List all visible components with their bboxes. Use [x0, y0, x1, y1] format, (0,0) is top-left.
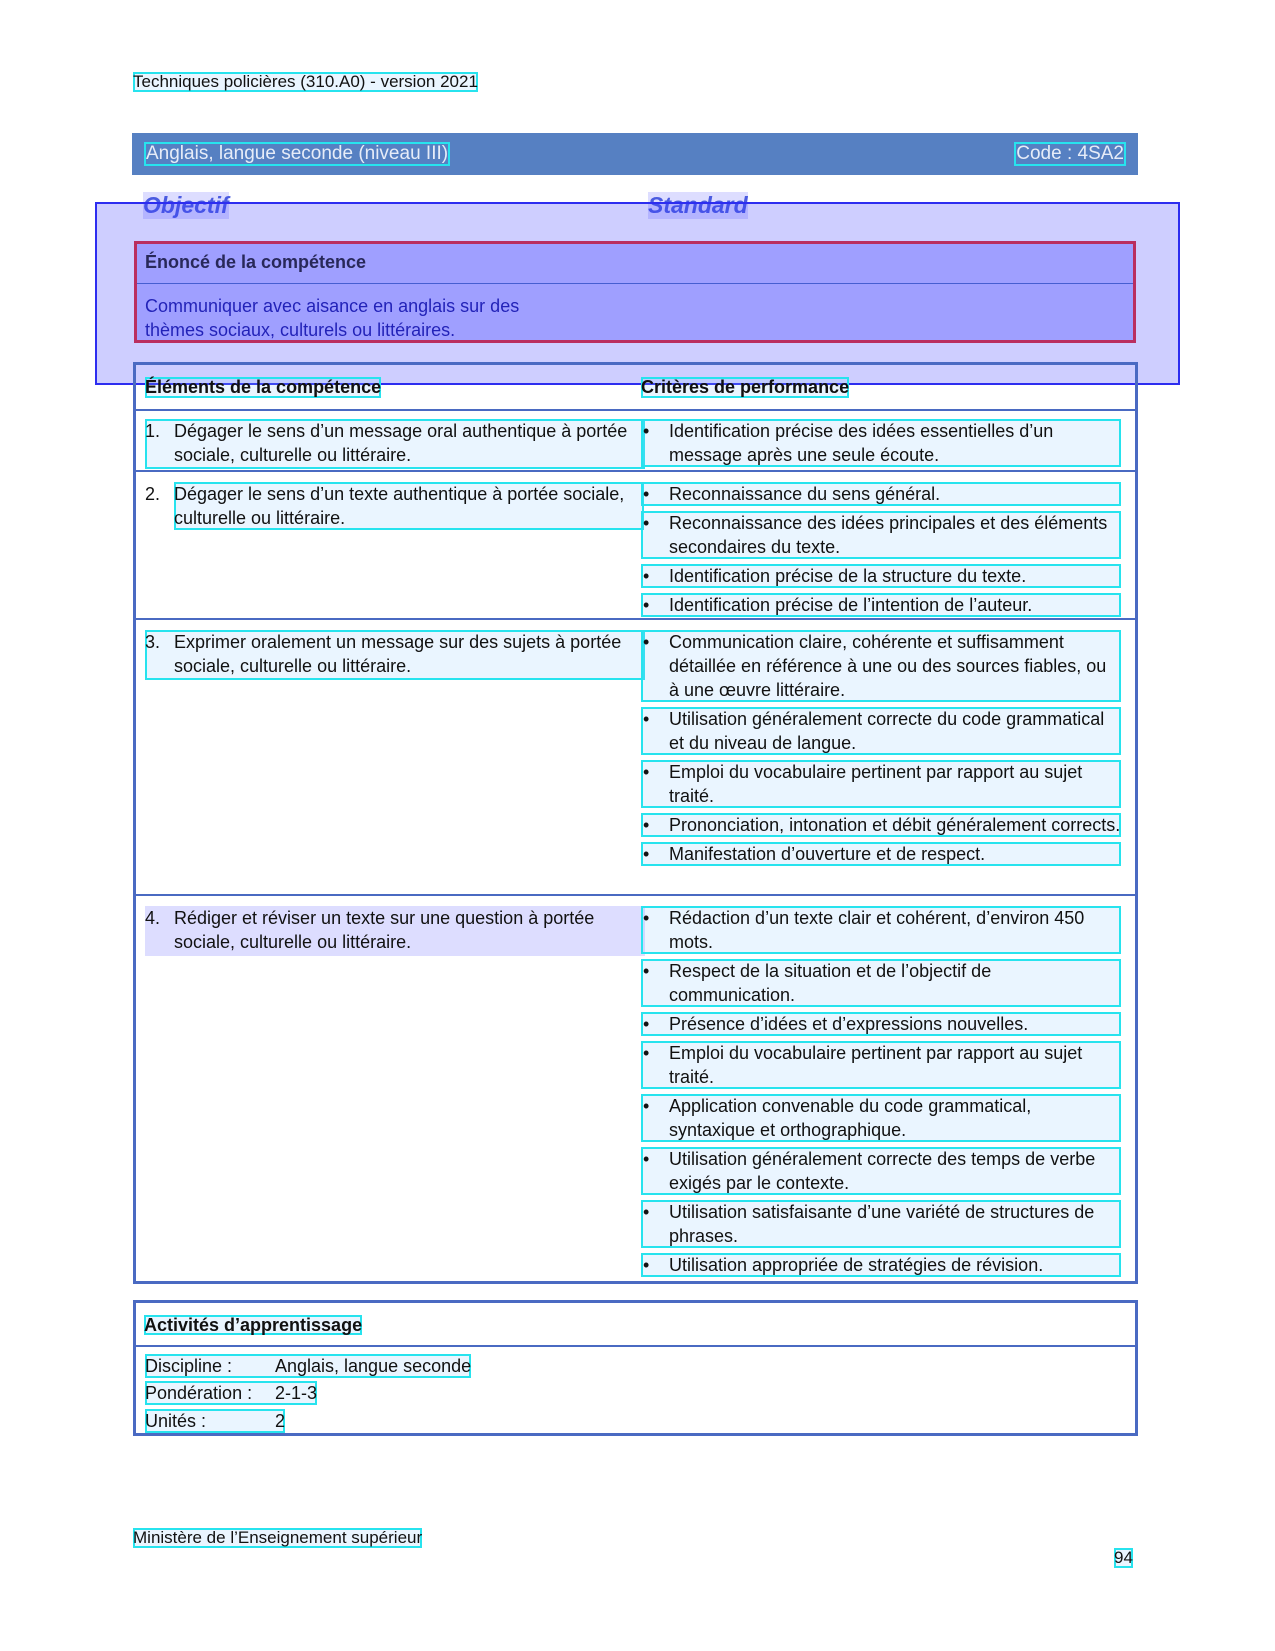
- element-number: 3.: [145, 632, 161, 652]
- table-row: [136, 896, 1135, 1281]
- unites-label: Unités :: [145, 1411, 207, 1431]
- criterion: • Identification précise des idées essentielles d’un message après une seule écoute.: [641, 419, 1121, 467]
- activities-heading: [136, 1303, 1135, 1347]
- competence-elements-table: [133, 362, 1138, 1284]
- criterion: • Manifestation d’ouverture et de respect.: [641, 842, 1121, 866]
- criterion: • Utilisation appropriée de stratégies de révision.: [641, 1253, 1121, 1277]
- unites-row: [145, 1409, 285, 1433]
- unites-value: 2: [275, 1411, 286, 1431]
- course-code: Code : 4SA2: [1016, 143, 1124, 164]
- objective-section-overlay: [95, 202, 1180, 385]
- element-text: Rédiger et réviser un texte sur une question à portée sociale, culturelle ou littéraire.: [174, 908, 595, 952]
- criterion: • Reconnaissance du sens général.: [641, 482, 1121, 506]
- page-number: 94: [1114, 1548, 1133, 1567]
- discipline-row: [145, 1354, 471, 1378]
- criterion: • Emploi du vocabulaire pertinent par rapport au sujet traité.: [641, 760, 1121, 808]
- element-number: 2.: [145, 484, 161, 504]
- standard-label: Standard: [648, 192, 748, 218]
- ponderation-label: Pondération :: [145, 1383, 253, 1403]
- criterion: • Présence d’idées et d’expressions nouvelles.: [641, 1012, 1121, 1036]
- criteria-list: [641, 419, 1121, 472]
- criteria-list: [641, 906, 1121, 1282]
- discipline-label: Discipline :: [145, 1356, 233, 1376]
- criterion: • Prononciation, intonation et débit généralement corrects.: [641, 813, 1121, 837]
- criterion: • Identification précise de la structure du texte.: [641, 564, 1121, 588]
- element-4: [145, 906, 645, 956]
- criterion: • Respect de la situation et de l’objectif de communication.: [641, 959, 1121, 1007]
- competence-line-2: thèmes sociaux, culturels ou littéraires.: [145, 320, 456, 340]
- element-3: [145, 630, 645, 680]
- element-1: [145, 419, 645, 469]
- course-title-bar: [132, 133, 1138, 175]
- ponderation-row: [145, 1381, 317, 1405]
- learning-activities-box: [133, 1300, 1138, 1436]
- running-header: Techniques policières (310.A0) - version 2021: [133, 72, 478, 91]
- element-text: Dégager le sens d’un message oral authentique à portée sociale, culturelle ou littéraire.: [174, 421, 628, 465]
- column-criteria: Critères de performance: [641, 377, 850, 397]
- criterion: • Utilisation généralement correcte du code grammatical et du niveau de langue.: [641, 707, 1121, 755]
- criterion: • Utilisation satisfaisante d’une variété de structures de phrases.: [641, 1200, 1121, 1248]
- competence-heading: Énoncé de la compétence: [137, 244, 1133, 284]
- element-text: Dégager le sens d’un texte authentique à portée sociale, culturelle ou littéraire.: [174, 482, 644, 530]
- column-elements: Éléments de la compétence: [145, 377, 382, 397]
- element-number: 4.: [145, 908, 161, 928]
- competence-line-1: Communiquer avec aisance en anglais sur des: [145, 296, 520, 316]
- course-title: Anglais, langue seconde (niveau III): [146, 143, 449, 164]
- footer-ministry: Ministère de l’Enseignement supérieur: [133, 1528, 423, 1547]
- table-row: [136, 409, 1135, 472]
- criterion: • Communication claire, cohérente et suffisamment détaillée en référence à une ou des sources fiables, ou à une œuvre littéraire.: [641, 630, 1121, 702]
- table-header: [136, 365, 1135, 411]
- table-row: [136, 620, 1135, 896]
- element-text: Exprimer oralement un message sur des sujets à portée sociale, culturelle ou littéraire.: [174, 632, 622, 676]
- table-row: [136, 472, 1135, 620]
- discipline-value: Anglais, langue seconde: [275, 1356, 472, 1376]
- element-number: 1.: [145, 421, 161, 441]
- criteria-list: [641, 630, 1121, 871]
- criterion: • Emploi du vocabulaire pertinent par rapport au sujet traité.: [641, 1041, 1121, 1089]
- criterion: • Identification précise de l’intention de l’auteur.: [641, 593, 1121, 617]
- objective-label: Objectif: [143, 192, 229, 218]
- criterion: • Application convenable du code grammatical, syntaxique et orthographique.: [641, 1094, 1121, 1142]
- ponderation-value: 2-1-3: [275, 1383, 318, 1403]
- criterion: • Utilisation généralement correcte des temps de verbe exigés par le contexte.: [641, 1147, 1121, 1195]
- criterion: • Reconnaissance des idées principales et des éléments secondaires du texte.: [641, 511, 1121, 559]
- criterion: • Rédaction d’un texte clair et cohérent, d’environ 450 mots.: [641, 906, 1121, 954]
- criteria-list: [641, 482, 1121, 622]
- activities-heading-text: Activités d’apprentissage: [144, 1315, 363, 1335]
